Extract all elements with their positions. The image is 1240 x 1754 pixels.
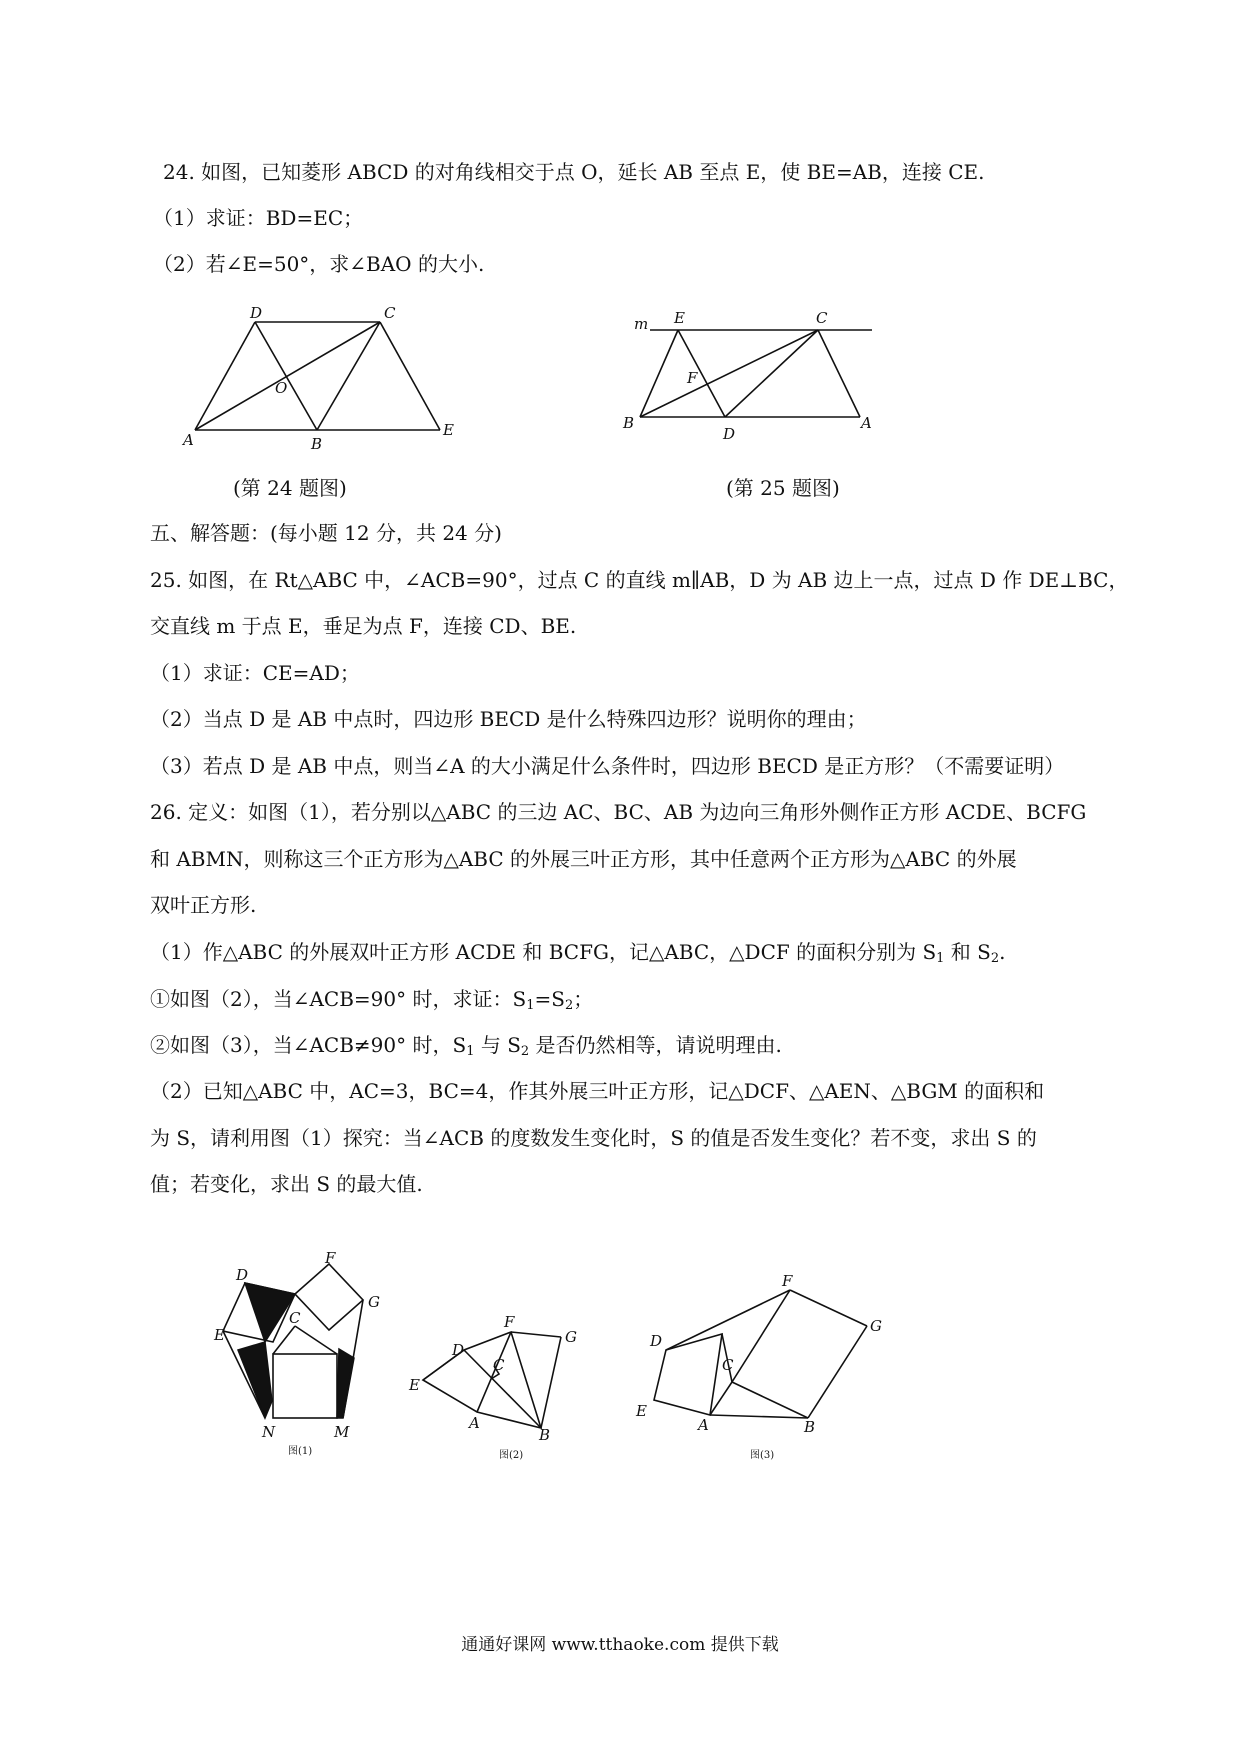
fig26-2-label-D: D xyxy=(452,1341,465,1359)
fig26-2-label-F: F xyxy=(504,1313,515,1331)
q26-part2-line3: 值；若变化，求出 S 的最大值. xyxy=(150,1172,423,1196)
page-footer: 通通好课网 www.tthaoke.com 提供下载 xyxy=(461,1635,779,1655)
fig24-caption: (第 24 题图) xyxy=(233,476,347,500)
q25-stem-line1: 25. 如图，在 Rt△ABC 中，∠ACB=90°，过点 C 的直线 m∥AB，D 为 AB 边上一点，过点 D 作 DE⊥BC， xyxy=(150,568,1129,592)
fig26-1-label-G: G xyxy=(368,1293,380,1311)
fig26-3-caption: 图(3) xyxy=(750,1450,775,1461)
section-5-heading: 五、解答题：(每小题 12 分，共 24 分) xyxy=(150,521,502,545)
q26-part2-line2: 为 S，请利用图（1）探究：当∠ACB 的度数发生变化时，S 的值是否发生变化？若不变，求出 S 的 xyxy=(150,1126,1037,1150)
fig26-3-label-D: D xyxy=(650,1332,663,1350)
q26-line2: 和 ABMN，则称这三个正方形为△ABC 的外展三叶正方形，其中任意两个正方形为△ABC 的外展 xyxy=(150,847,1017,871)
q26-case1: ①如图（2），当∠ACB=90° 时，求证：$S_1=S_2$； xyxy=(150,987,594,1013)
q24-stem: 24. 如图，已知菱形 ABCD 的对角线相交于点 O，延长 AB 至点 E，使 BE=AB，连接 CE. xyxy=(163,160,985,184)
fig24-label-O: O xyxy=(275,379,288,397)
q25-part3: （3）若点 D 是 AB 中点，则当∠A 的大小满足什么条件时，四边形 BECD 是正方形？（不需要证明） xyxy=(150,754,1065,778)
fig26-3-label-C: C xyxy=(722,1356,734,1374)
fig25-label-D: D xyxy=(723,425,736,443)
fig26-3-label-F: F xyxy=(782,1272,793,1290)
fig25-label-E: E xyxy=(674,309,685,327)
fig26-1-label-F: F xyxy=(325,1249,336,1267)
fig26-2-label-G: G xyxy=(565,1328,577,1346)
fig26-2-label-B: B xyxy=(539,1426,551,1444)
fig26-1-label-N: N xyxy=(262,1423,276,1441)
q24-part1: （1）求证：BD=EC； xyxy=(153,206,364,230)
fig26-2-caption: 图(2) xyxy=(499,1450,524,1461)
q26-line1: 26. 定义：如图（1），若分别以△ABC 的三边 AC、BC、AB 为边向三角形外侧作正方形 ACDE、BCFG xyxy=(150,800,1087,824)
fig26-3-label-G: G xyxy=(870,1317,882,1335)
fig24-label-B: B xyxy=(311,435,323,453)
q25-part1: （1）求证：CE=AD； xyxy=(150,661,360,685)
figure-26-2 xyxy=(409,1300,635,1465)
fig26-1-label-E: E xyxy=(214,1326,225,1344)
fig24-label-E: E xyxy=(443,421,454,439)
figure-26-3 xyxy=(630,1270,895,1465)
fig26-1-label-C: C xyxy=(289,1309,301,1327)
fig26-3-label-B: B xyxy=(804,1418,816,1436)
q25-part2: （2）当点 D 是 AB 中点时，四边形 BECD 是什么特殊四边形？说明你的理由； xyxy=(150,707,867,731)
q26-part1: （1）作△ABC 的外展双叶正方形 ACDE 和 BCFG，记△ABC，△DCF 的面积分别为 $S_1$ 和 $S_2$. xyxy=(150,940,1006,966)
fig24-label-A: A xyxy=(183,431,194,449)
fig25-label-m: m xyxy=(634,315,649,333)
figure-24 xyxy=(180,300,470,453)
fig26-2-label-A: A xyxy=(469,1414,480,1432)
fig26-2-label-E: E xyxy=(409,1376,420,1394)
fig26-3-label-A: A xyxy=(698,1416,709,1434)
q25-stem-line2: 交直线 m 于点 E，垂足为点 F，连接 CD、BE. xyxy=(150,614,577,638)
fig24-label-C: C xyxy=(384,304,396,322)
q26-part2-line1: （2）已知△ABC 中，AC=3，BC=4，作其外展三叶正方形，记△DCF、△AEN、△BGM 的面积和 xyxy=(150,1079,1045,1103)
q26-line3: 双叶正方形. xyxy=(150,893,257,917)
figure-25 xyxy=(620,305,880,445)
fig25-label-F: F xyxy=(687,369,698,387)
fig25-label-B: B xyxy=(623,414,635,432)
q26-case2: ②如图（3），当∠ACB≠90° 时，$S_1$ 与 $S_2$ 是否仍然相等，请说明理由. xyxy=(150,1033,782,1059)
fig25-label-C: C xyxy=(816,309,828,327)
fig25-label-A: A xyxy=(861,414,872,432)
fig26-1-label-D: D xyxy=(236,1266,249,1284)
figure-26-1 xyxy=(210,1250,410,1460)
q24-part2: （2）若∠E=50°，求∠BAO 的大小. xyxy=(153,252,485,276)
fig26-3-label-E: E xyxy=(636,1402,647,1420)
fig25-caption: (第 25 题图) xyxy=(726,476,840,500)
fig24-label-D: D xyxy=(250,304,263,322)
fig26-2-label-C: C xyxy=(493,1356,505,1374)
fig26-1-caption: 图(1) xyxy=(288,1446,313,1457)
fig26-1-label-M: M xyxy=(334,1423,350,1441)
